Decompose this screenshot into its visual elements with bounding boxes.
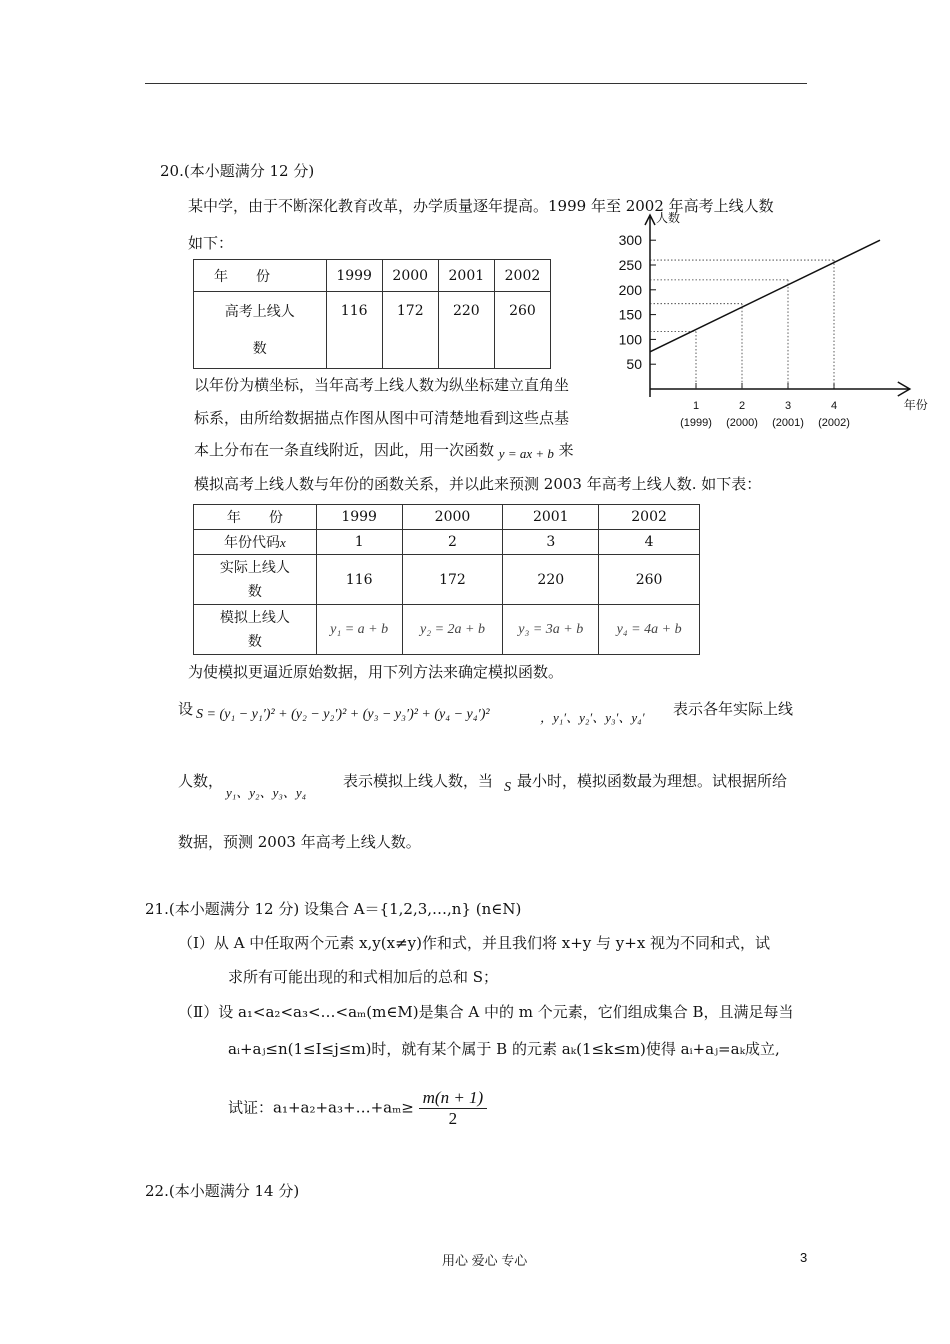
t1-year: 1999 <box>326 260 382 292</box>
page-number: 3 <box>800 1250 808 1265</box>
S-variable: S <box>504 780 511 795</box>
q20-intro-line2: 如下： <box>188 234 234 252</box>
t2-model: y₂ = 2a + b <box>402 605 503 655</box>
q21-part2-line2: aᵢ+aⱼ≤n(1≤I≤j≤m)时，就有某个属于 B 的元素 aₖ(1≤k≤m)使得 aᵢ+aⱼ=aₖ成立, <box>228 1040 780 1058</box>
linear-function: y = ax + b <box>498 446 554 461</box>
t1-year: 2001 <box>438 260 494 292</box>
fraction-numerator: m(n + 1) <box>419 1088 488 1109</box>
t2-year: 2002 <box>599 505 700 530</box>
x-tick-label: 3 <box>784 400 792 412</box>
q20-para-line3-b: 来 <box>558 441 574 459</box>
footer-slogan: 用心 爱心 专心 <box>442 1253 528 1268</box>
t1-count: 260 <box>494 292 550 369</box>
t2-code-var: x <box>279 535 286 550</box>
fraction-denominator: 2 <box>448 1109 458 1128</box>
t2-model: y₁ = a + b <box>316 605 402 655</box>
t1-year: 2000 <box>382 260 438 292</box>
t2-code: 4 <box>599 530 700 555</box>
q20-people: 人数， <box>178 772 224 790</box>
y-tick-label: 300 <box>618 232 642 249</box>
q20-set-prefix: 设 <box>178 700 194 718</box>
y-axis-label: 人数 <box>656 211 681 225</box>
q20-para-line4: 模拟高考上线人数与年份的函数关系，并以此来预测 2003 年高考上线人数. 如下表： <box>194 475 762 493</box>
x-tick-sublabel: (1999) <box>680 417 712 429</box>
x-tick-sublabel: (2001) <box>772 417 804 429</box>
t2-actual-label-b: 数 <box>247 583 262 600</box>
x-tick-sublabel: (2000) <box>726 417 758 429</box>
y-tick-label: 150 <box>618 306 642 323</box>
t2-actual: 260 <box>599 555 700 605</box>
t2-code-label <box>194 530 317 555</box>
t2-model-label <box>194 605 317 655</box>
proof-fraction <box>419 1088 488 1129</box>
t1-year-label: 年 份 <box>194 260 327 292</box>
q20-intro-line1: 某中学，由于不断深化教育改革，办学质量逐年提高。1999 年至 2002 年高考上线人数 <box>188 197 774 215</box>
q20-desc-model-a: 表示模拟上线人数，当 <box>343 772 494 790</box>
t2-actual: 220 <box>503 555 599 605</box>
y-tick-label: 250 <box>618 257 642 273</box>
t2-actual: 116 <box>316 555 402 605</box>
q21-part1-line1: （Ⅰ）从 A 中任取两个元素 x,y(x≠y)作和式，并且我们将 x+y 与 y+x 视为不同和式，试 <box>178 934 771 952</box>
t2-code: 3 <box>503 530 599 555</box>
q21-proof <box>228 1088 487 1129</box>
y-tick-label: 200 <box>618 281 642 298</box>
t2-actual-label <box>194 555 317 605</box>
vars-model: y₁、y₂、y₃、y₄ <box>226 785 307 800</box>
t2-model-label-b: 数 <box>247 633 262 650</box>
t2-code: 1 <box>316 530 402 555</box>
t1-count-label-a: 高考上线人 <box>224 304 295 320</box>
t1-year: 2002 <box>494 260 550 292</box>
q20-para-line1: 以年份为横坐标，当年高考上线人数为纵坐标建立直角坐 <box>194 376 570 394</box>
q20-title: 20.(本小题满分 12 分) <box>160 162 315 180</box>
t2-actual-label-a: 实际上线人 <box>219 559 290 576</box>
q20-desc-model-b: 最小时，模拟函数最为理想。试根据所给 <box>517 772 788 790</box>
t2-model-label-a: 模拟上线人 <box>219 609 290 626</box>
q20-desc-actual: 表示各年实际上线 <box>673 700 794 718</box>
t2-code: 2 <box>402 530 503 555</box>
t1-count-label <box>194 292 327 369</box>
q20-para-line3 <box>194 439 574 460</box>
t2-actual: 172 <box>402 555 503 605</box>
q20-method-line: 为使模拟更逼近原始数据，用下列方法来确定模拟函数。 <box>188 663 564 681</box>
q21-title: 21.(本小题满分 12 分) 设集合 A＝{1,2,3,…,n} (n∈N) <box>145 900 522 918</box>
t1-count: 172 <box>382 292 438 369</box>
data-table-2 <box>193 504 700 655</box>
q20-final-line: 数据，预测 2003 年高考上线人数。 <box>178 833 421 851</box>
t2-model: y₃ = 3a + b <box>503 605 599 655</box>
t2-year: 2000 <box>402 505 503 530</box>
formula-S: S = (y₁ − y₁′)² + (y₂ − y₂′)² + (y₃ − y₃′)² + (y₄ − y₄′)² <box>196 707 490 722</box>
t2-year: 2001 <box>503 505 599 530</box>
t1-count: 220 <box>438 292 494 369</box>
t2-year-label: 年 份 <box>194 505 317 530</box>
q20-para-line3-a: 本上分布在一条直线附近，因此，用一次函数 <box>194 441 495 459</box>
x-tick-label: 2 <box>738 400 746 412</box>
x-tick-sublabel: (2002) <box>818 417 850 429</box>
x-tick-label: 1 <box>692 400 700 412</box>
t2-code-label-text: 年份代码 <box>223 535 280 551</box>
x-axis-label: 年份 <box>903 398 928 412</box>
x-tick-label: 4 <box>830 400 838 412</box>
y-tick-label: 100 <box>618 331 642 348</box>
q21-proof-prefix: 试证：a₁+a₂+a₃+…+aₘ≥ <box>228 1098 414 1117</box>
q21-part2-line1: （Ⅱ）设 a₁<a₂<a₃<…<aₘ(m∈M)是集合 A 中的 m 个元素，它们组成集合 B，且满足每当 <box>178 1003 794 1021</box>
data-table-1 <box>193 259 551 369</box>
fit-line <box>650 240 880 352</box>
t2-model: y₄ = 4a + b <box>599 605 700 655</box>
header-rule <box>145 83 807 84</box>
scatter-chart <box>600 205 928 440</box>
y-tick-label: 50 <box>626 356 642 373</box>
q22-title: 22.(本小题满分 14 分) <box>145 1182 300 1200</box>
vars-actual: ，y₁′、y₂′、y₃′、y₄′ <box>540 710 645 725</box>
t1-count: 116 <box>326 292 382 369</box>
q21-part1-line2: 求所有可能出现的和式相加后的总和 S； <box>228 968 499 986</box>
t1-count-label-b: 数 <box>252 341 267 357</box>
q20-para-line2: 标系，由所给数据描点作图从图中可清楚地看到这些点基 <box>194 409 570 427</box>
t2-year: 1999 <box>316 505 402 530</box>
